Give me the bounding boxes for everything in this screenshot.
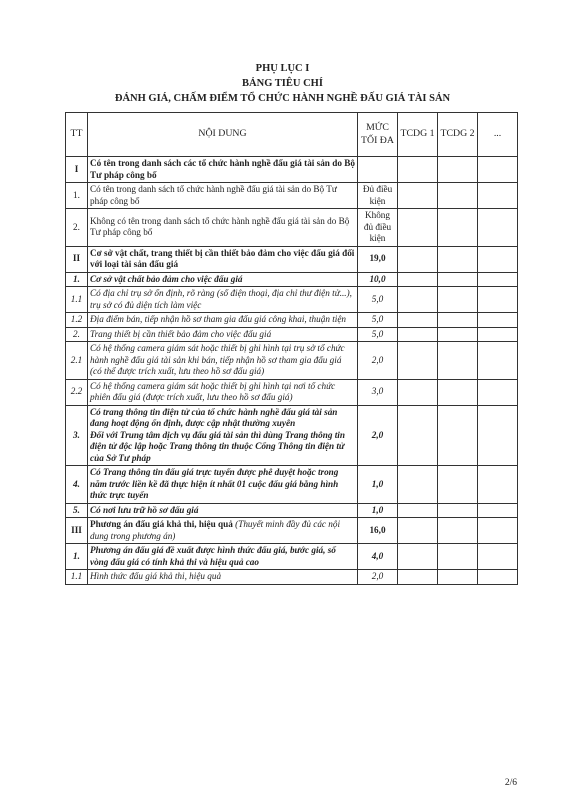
- max-points: 2,0: [358, 405, 398, 466]
- row-number: 3.: [66, 405, 88, 466]
- score-cell: [438, 287, 478, 313]
- col-header-tt: TT: [66, 113, 88, 157]
- score-cell: [438, 518, 478, 544]
- score-cell: [478, 246, 518, 272]
- row-content: [88, 246, 358, 272]
- max-points: 4,0: [358, 544, 398, 570]
- table-row: [66, 379, 518, 405]
- max-points: 5,0: [358, 327, 398, 342]
- content-text: Có nơi lưu trữ hồ sơ đấu giá: [90, 504, 199, 515]
- criteria-table-body: [66, 157, 518, 585]
- table-row: [66, 544, 518, 570]
- row-number: 1.: [66, 183, 88, 209]
- score-cell: [398, 327, 438, 342]
- col-header-tcdg2: TCDG 2: [438, 113, 478, 157]
- row-number: 2.1: [66, 342, 88, 380]
- table-row: [66, 287, 518, 313]
- row-number: 1.2: [66, 313, 88, 328]
- score-cell: [438, 466, 478, 504]
- row-content: [88, 544, 358, 570]
- score-cell: [438, 503, 478, 518]
- score-cell: [478, 209, 518, 247]
- row-number: 2.2: [66, 379, 88, 405]
- score-cell: [478, 466, 518, 504]
- content-text: Không có tên trong danh sách tổ chức hành nghề đấu giá tài sản do Bộ Tư pháp công bố: [90, 215, 350, 238]
- score-cell: [398, 544, 438, 570]
- row-content: [88, 287, 358, 313]
- score-cell: [398, 518, 438, 544]
- table-row: [66, 272, 518, 287]
- content-text: Đối với Trung tâm dịch vụ đấu giá tài sản thì dùng Trang thông tin điện tử độc lập hoặc Trang thông tin thuộc Cổng Thông tin điện tử của Sở Tư pháp: [90, 429, 345, 463]
- row-number: 4.: [66, 466, 88, 504]
- score-cell: [438, 272, 478, 287]
- row-content: [88, 183, 358, 209]
- score-cell: [478, 544, 518, 570]
- row-content: [88, 379, 358, 405]
- score-cell: [398, 209, 438, 247]
- content-note: (Thuyết minh đầy đủ các nội dung trong phương án): [90, 519, 341, 541]
- row-content: [88, 157, 358, 183]
- content-text: Phương án đấu giá khả thi, hiệu quả: [90, 519, 233, 529]
- table-subtitle: BẢNG TIÊU CHÍ: [242, 78, 323, 89]
- content-text: Có hệ thống camera giám sát hoặc thiết bị ghi hình tại nơi tổ chức phiên đấu giá (được trích xuất, lưu theo hồ sơ đấu giá): [90, 380, 336, 402]
- content-text: Địa điểm bán, tiếp nhận hồ sơ tham gia đấu giá công khai, thuận tiện: [90, 314, 347, 324]
- score-cell: [398, 246, 438, 272]
- col-header-tcdg1: TCDG 1: [398, 113, 438, 157]
- appendix-title: PHỤ LỤC I: [255, 63, 310, 74]
- score-cell: [478, 518, 518, 544]
- max-points: 5,0: [358, 313, 398, 328]
- max-points: Đủ điều kiện: [358, 183, 398, 209]
- content-text: Có Trang thông tin đấu giá trực tuyến được phê duyệt hoặc trong năm trước liền kề đã thực hiện ít nhất 01 cuộc đấu giá bằng hình thức trực tuyến: [90, 467, 339, 500]
- row-number: II: [66, 246, 88, 272]
- score-cell: [478, 570, 518, 585]
- content-text: Cơ sở vật chất, trang thiết bị cần thiết bảo đảm cho việc đấu giá đối với loại tài sản đấu giá: [90, 247, 355, 269]
- table-row: [66, 209, 518, 247]
- table-row: [66, 405, 518, 466]
- score-cell: [478, 287, 518, 313]
- content-text: Có trang thông tin điện tử của tổ chức hành nghề đấu giá tài sản đang hoạt động ổn định, được cập nhật thường xuyên: [90, 406, 338, 428]
- score-cell: [438, 157, 478, 183]
- score-cell: [478, 405, 518, 466]
- max-points: 16,0: [358, 518, 398, 544]
- row-content: [88, 503, 358, 518]
- score-cell: [478, 503, 518, 518]
- score-cell: [438, 405, 478, 466]
- row-number: 5.: [66, 503, 88, 518]
- table-row: [66, 183, 518, 209]
- score-cell: [438, 342, 478, 380]
- content-text: Có tên trong danh sách các tổ chức hành nghề đấu giá tài sản do Bộ Tư pháp công bố: [90, 158, 355, 180]
- table-row: [66, 157, 518, 183]
- score-cell: [438, 209, 478, 247]
- content-text: Hình thức đấu giá khả thi, hiệu quả: [90, 571, 222, 581]
- score-cell: [398, 157, 438, 183]
- max-points: 1,0: [358, 466, 398, 504]
- row-number: 2.: [66, 327, 88, 342]
- table-row: [66, 503, 518, 518]
- max-points: 2,0: [358, 570, 398, 585]
- row-content: [88, 327, 358, 342]
- row-content: [88, 570, 358, 585]
- page-number: 2/6: [504, 778, 517, 788]
- score-cell: [438, 183, 478, 209]
- score-cell: [398, 183, 438, 209]
- score-cell: [478, 342, 518, 380]
- row-content: [88, 518, 358, 544]
- max-points: 1,0: [358, 503, 398, 518]
- max-points: Không đủ điều kiện: [358, 209, 398, 247]
- row-number: 2.: [66, 209, 88, 247]
- max-points: 5,0: [358, 287, 398, 313]
- table-row: [66, 466, 518, 504]
- score-cell: [398, 313, 438, 328]
- max-points: 2,0: [358, 342, 398, 380]
- row-content: [88, 272, 358, 287]
- score-cell: [478, 183, 518, 209]
- score-cell: [398, 503, 438, 518]
- row-content: [88, 209, 358, 247]
- score-cell: [438, 327, 478, 342]
- row-number: 1.: [66, 272, 88, 287]
- row-content: [88, 313, 358, 328]
- content-text: Có tên trong danh sách tổ chức hành nghề đấu giá tài sản do Bộ Tư pháp công bố: [90, 184, 337, 206]
- row-number: 1.: [66, 544, 88, 570]
- content-text: Cơ sở vật chất bảo đảm cho việc đấu giá: [90, 273, 243, 284]
- content-text: Trang thiết bị cần thiết bảo đảm cho việc đấu giá: [90, 328, 272, 339]
- max-points: 3,0: [358, 379, 398, 405]
- table-heading: ĐÁNH GIÁ, CHẤM ĐIỂM TỔ CHỨC HÀNH NGHỀ ĐẤU GIÁ TÀI SẢN: [114, 93, 451, 104]
- score-cell: [478, 327, 518, 342]
- table-row: [66, 313, 518, 328]
- row-content: [88, 342, 358, 380]
- col-header-more: ...: [478, 113, 518, 157]
- row-content: [88, 466, 358, 504]
- row-number: III: [66, 518, 88, 544]
- row-number: 1.1: [66, 570, 88, 585]
- row-content: [88, 405, 358, 466]
- score-cell: [478, 313, 518, 328]
- max-points: 10,0: [358, 272, 398, 287]
- score-cell: [398, 570, 438, 585]
- row-number: 1.1: [66, 287, 88, 313]
- table-row: [66, 246, 518, 272]
- table-row: [66, 327, 518, 342]
- table-row: [66, 518, 518, 544]
- score-cell: [478, 157, 518, 183]
- max-points: 19,0: [358, 246, 398, 272]
- score-cell: [438, 246, 478, 272]
- score-cell: [398, 379, 438, 405]
- table-row: [66, 342, 518, 380]
- score-cell: [438, 313, 478, 328]
- score-cell: [398, 466, 438, 504]
- score-cell: [438, 379, 478, 405]
- score-cell: [398, 272, 438, 287]
- col-header-content: NỘI DUNG: [88, 113, 358, 157]
- score-cell: [438, 544, 478, 570]
- content-text: Có địa chỉ trụ sở ổn định, rõ ràng (số điện thoại, địa chỉ thư điện tử...), trụ sở có đủ diện tích làm việc: [90, 288, 352, 310]
- score-cell: [398, 405, 438, 466]
- col-header-max: MỨC TỐI ĐA: [358, 113, 398, 157]
- max-points: [358, 157, 398, 183]
- score-cell: [398, 342, 438, 380]
- content-text: Có hệ thống camera giám sát hoặc thiết bị ghi hình tại trụ sở tổ chức hành nghề đấu giá tài sản khi bán, tiếp nhận hồ sơ tham gia đấu giá (có thể được trích xuất, lưu theo hồ sơ đấu giá): [90, 343, 345, 376]
- criteria-table: [65, 112, 518, 585]
- table-row: [66, 570, 518, 585]
- score-cell: [478, 379, 518, 405]
- score-cell: [478, 272, 518, 287]
- score-cell: [438, 570, 478, 585]
- score-cell: [398, 287, 438, 313]
- content-text: Phương án đấu giá đề xuất được hình thức đấu giá, bước giá, số vòng đấu giá có tính khả thi và hiệu quả cao: [90, 545, 336, 567]
- row-number: I: [66, 157, 88, 183]
